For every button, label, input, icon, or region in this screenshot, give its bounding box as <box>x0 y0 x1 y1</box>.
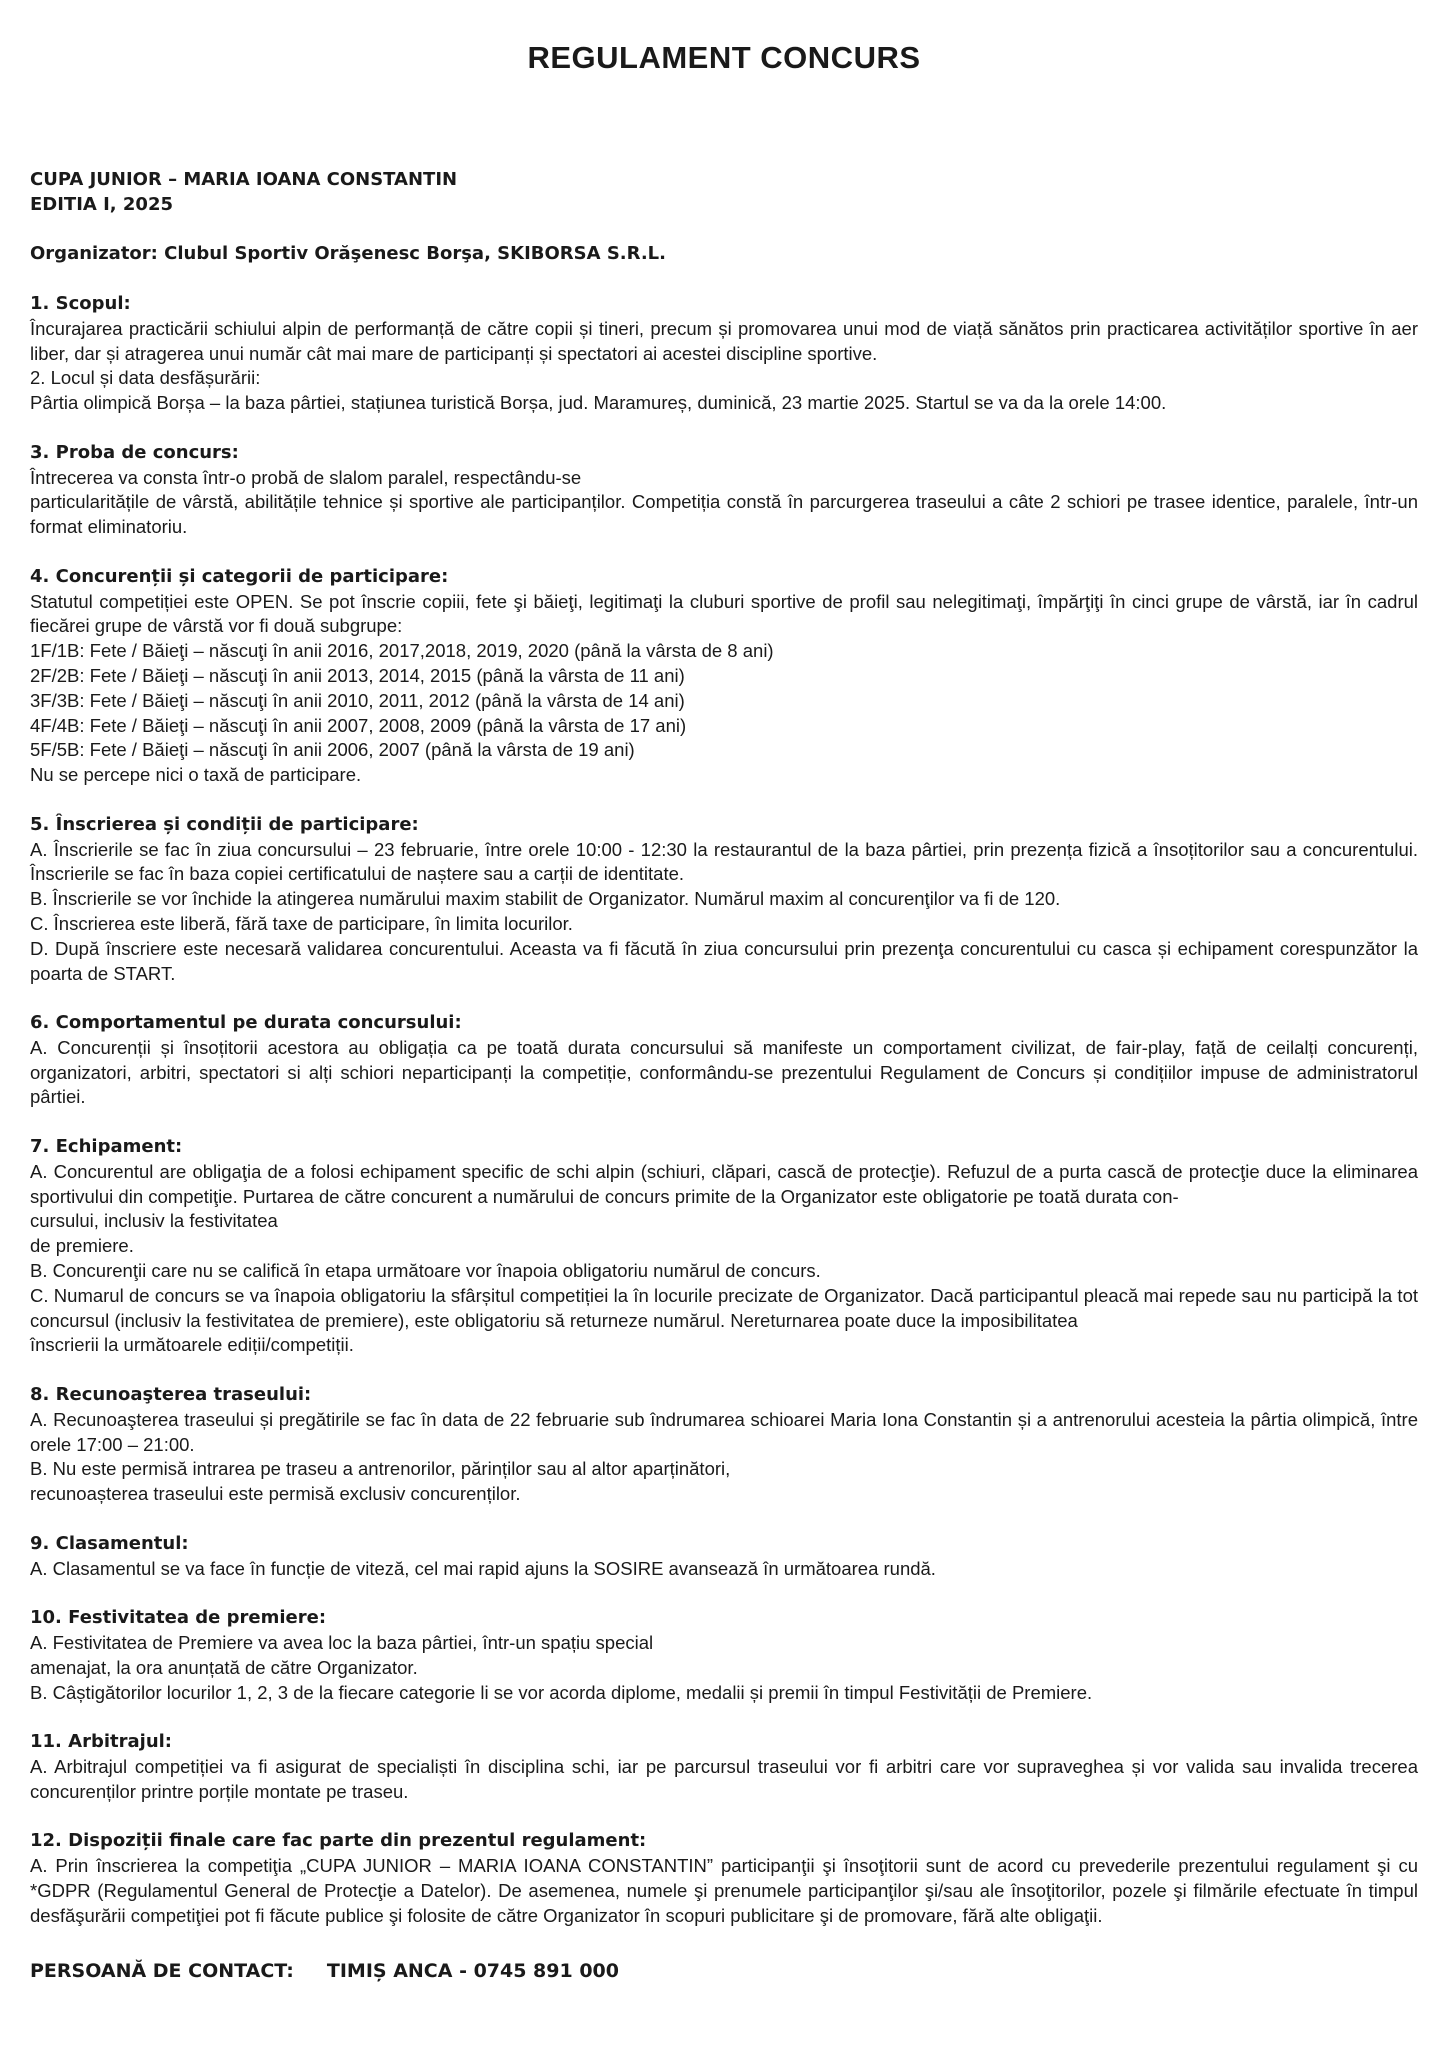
edition: EDITIA I, 2025 <box>30 193 174 215</box>
section-8-title: 8. Recunoaşterea traseului: <box>30 1384 312 1406</box>
section-8-item-a: A. Recunoaşterea traseului și pregătirile se fac în data de 22 februarie sub îndrumarea schioarei Maria Iona Constantin și a antrenorului acesteia la pârtia olimpică, între orele 17:00 – 21:00. <box>30 1408 1418 1455</box>
contact-value: TIMIȘ ANCA - 0745 891 000 <box>326 1959 619 1982</box>
organizer: Organizator: Clubul Sportiv Orăşenesc Borşa, SKIBORSA S.R.L. <box>30 243 666 265</box>
document-title: REGULAMENT CONCURS <box>527 40 921 75</box>
section-2-heading: 2. Locul și data desfășurării: <box>30 367 261 389</box>
section-10-item-b: B. Câștigătorilor locurilor 1, 2, 3 de la fiecare categorie li se vor acorda diplome, medalii și premii în timpul Festivității de Premiere. <box>30 1681 1093 1703</box>
section-10-title: 10. Festivitatea de premiere: <box>30 1607 327 1629</box>
section-4-title: 4. Concurenții și categorii de participare: <box>30 565 449 587</box>
section-3-paragraph: particularitățile de vârstă, abilitățile tehnice și sportive ale participanților. Competiția constă în parcurgerea traseului a câte 2 schiori pe trasee identice, paralele, într-un format eliminatoriu. <box>30 491 1418 538</box>
section-5-item-d: D. După înscriere este necesară validarea concurentului. Aceasta va fi făcută în ziua concursului prin prezenţa concurentului cu casca și echipament corespunzător la poarta de START. <box>30 937 1418 984</box>
section-7-item-c-cont: înscrierii la următoarele ediții/competiții. <box>30 1334 354 1356</box>
cup-name: CUPA JUNIOR – MARIA IOANA CONSTANTIN <box>30 169 458 190</box>
age-group-item: 5F/5B: Fete / Băieţi – născuţi în anii 2006, 2007 (până la vârsta de 19 ani) <box>30 739 635 761</box>
section-10-item-a-cont: amenajat, la ora anunțată de către Organizator. <box>30 1656 418 1678</box>
section-2-text: Pârtia olimpică Borșa – la baza pârtiei, stațiunea turistică Borșa, jud. Maramureș, duminică, 23 martie 2025. Startul se va da la orele 14:00. <box>30 392 1167 414</box>
section-6-item-a: A. Concurenții și însoțitorii acestora au obligația ca pe toată durata concursului să manifeste un comportament civilizat, de fair-play, față de ceilalți concurenți, organizatori, arbitri, spectatori si alți schiori neparticipanți la competiție, conformându-se prezentului Regulament de Concurs și condițiilor impuse de administratorul pârtiei. <box>30 1036 1418 1108</box>
section-9-title: 9. Clasamentul: <box>30 1532 189 1554</box>
section-11-item-a: A. Arbitrajul competiției va fi asigurat de specialiști în disciplina schi, iar pe parcursul traseului vor fi arbitri care vor supraveghea și vor valida sau invalida trecerea concurenților printre porțile montate pe traseu. <box>30 1756 1418 1802</box>
section-10-item-a: A. Festivitatea de Premiere va avea loc la baza pârtiei, într-un spațiu special <box>30 1632 654 1654</box>
section-7-title: 7. Echipament: <box>30 1136 183 1158</box>
contact-label: PERSOANĂ DE CONTACT: <box>30 1959 294 1982</box>
section-7-item-a: A. Concurentul are obligaţia de a folosi echipament specific de schi alpin (schiuri, clăpari, cască de protecţie). Refuzul de a purta cască de protecţie duce la eliminarea sportivului din competiţie. Purtarea de către concurent a numărului de concurs primite de la Organizator este obligatorie pe toată durata con- <box>30 1160 1418 1207</box>
section-5-item-b: B. Înscrierile se vor închide la atingerea numărului maxim stabilit de Organizator. Numărul maxim al concurenţilor va fi de 120. <box>30 888 1061 910</box>
section-5-item-a: A. Înscrierile se fac în ziua concursului – 23 februarie, între orele 10:00 - 12:30 la restaurantul de la baza pârtiei, prin prezența fizică a însoțitorilor sau a concurentului. Înscrierile se fac în baza copiei certificatului de naștere sau a carții de identitate. <box>30 838 1418 885</box>
section-5-item-c: C. Înscrierea este liberă, fără taxe de participare, în limita locurilor. <box>30 912 573 934</box>
section-6-title: 6. Comportamentul pe durata concursului: <box>30 1012 462 1034</box>
section-3-line-1: Întrecerea va consta într-o probă de slalom paralel, respectându-se <box>30 466 582 488</box>
section-7-item-b: B. Concurenţii care nu se califică în etapa următoare vor înapoia obligatoriu numărul de concurs. <box>30 1260 821 1282</box>
age-group-item: 4F/4B: Fete / Băieţi – născuţi în anii 2007, 2008, 2009 (până la vârsta de 17 ani) <box>30 714 687 736</box>
contact-line <box>30 1959 1418 1984</box>
age-group-item: 2F/2B: Fete / Băieţi – născuţi în anii 2013, 2014, 2015 (până la vârsta de 11 ani) <box>30 664 685 686</box>
section-12-title: 12. Dispoziții finale care fac parte din prezentul regulament: <box>30 1830 647 1852</box>
section-9-item-a: A. Clasamentul se va face în funcție de viteză, cel mai rapid ajuns la SOSIRE avansează în următoarea rundă. <box>30 1557 936 1579</box>
section-7-item-a-cont: cursului, inclusiv la festivitatea <box>30 1210 278 1232</box>
section-11-title: 11. Arbitrajul: <box>30 1731 172 1753</box>
age-group-item: 3F/3B: Fete / Băieţi – născuţi în anii 2010, 2011, 2012 (până la vârsta de 14 ani) <box>30 689 685 711</box>
section-5-title: 5. Înscrierea și condiții de participare: <box>30 813 419 835</box>
fee-note: Nu se percepe nici o taxă de participare. <box>30 764 362 786</box>
section-8-item-b-cont: recunoașterea traseului este permisă exclusiv concurenților. <box>30 1483 521 1505</box>
section-8-item-b: B. Nu este permisă intrarea pe traseu a antrenorilor, părinților sau al altor aparținători, <box>30 1458 731 1480</box>
section-7-item-c: C. Numarul de concurs se va înapoia obligatoriu la sfârșitul competiției la în locurile precizate de Organizator. Dacă participantul pleacă mai repede sau nu participă la tot concursul (inclusiv la festivitatea de premiere), este obligatoriu să returneze numărul. Nereturnarea poate duce la imposibilitatea <box>30 1284 1418 1331</box>
section-3-title: 3. Proba de concurs: <box>30 441 239 463</box>
section-4-paragraph: Statutul competiției este OPEN. Se pot înscrie copiii, fete şi băieţi, legitimaţi la cluburi sportive de profil sau nelegitimaţi, împărţiţi în cinci grupe de vârstă, iar în cadrul fiecărei grupe de vârstă vor fi două subgrupe: <box>30 590 1418 637</box>
section-1-paragraph: Încurajarea practicării schiului alpin de performanță de către copii și tineri, precum și promovarea unui mod de viață sănătos prin practicarea activităților sportive în aer liber, dar și atragerea unui număr cât mai mare de participanți și spectatori ai acestei discipline sportive. <box>30 317 1418 364</box>
section-7-item-a-cont: de premiere. <box>30 1235 134 1257</box>
section-1-title: 1. Scopul: <box>30 292 131 314</box>
age-group-item: 1F/1B: Fete / Băieţi – născuţi în anii 2016, 2017,2018, 2019, 2020 (până la vârsta de 8 ani) <box>30 640 774 662</box>
section-12-item-a: A. Prin înscrierea la competiţia „CUPA JUNIOR – MARIA IOANA CONSTANTIN” participanţii şi însoţitorii sunt de acord cu prevederile prezentului regulament şi cu *GDPR (Regulamentul General de Protecţie a Datelor). De asemenea, numele şi prenumele participanţilor şi/sau ale însoţitorilor, pozele şi filmările efectuate în timpul desfăşurării competiţiei pot fi făcute publice şi folosite de către Organizator în scopuri publicitare şi de promovare, fără alte obligaţii. <box>30 1855 1418 1926</box>
